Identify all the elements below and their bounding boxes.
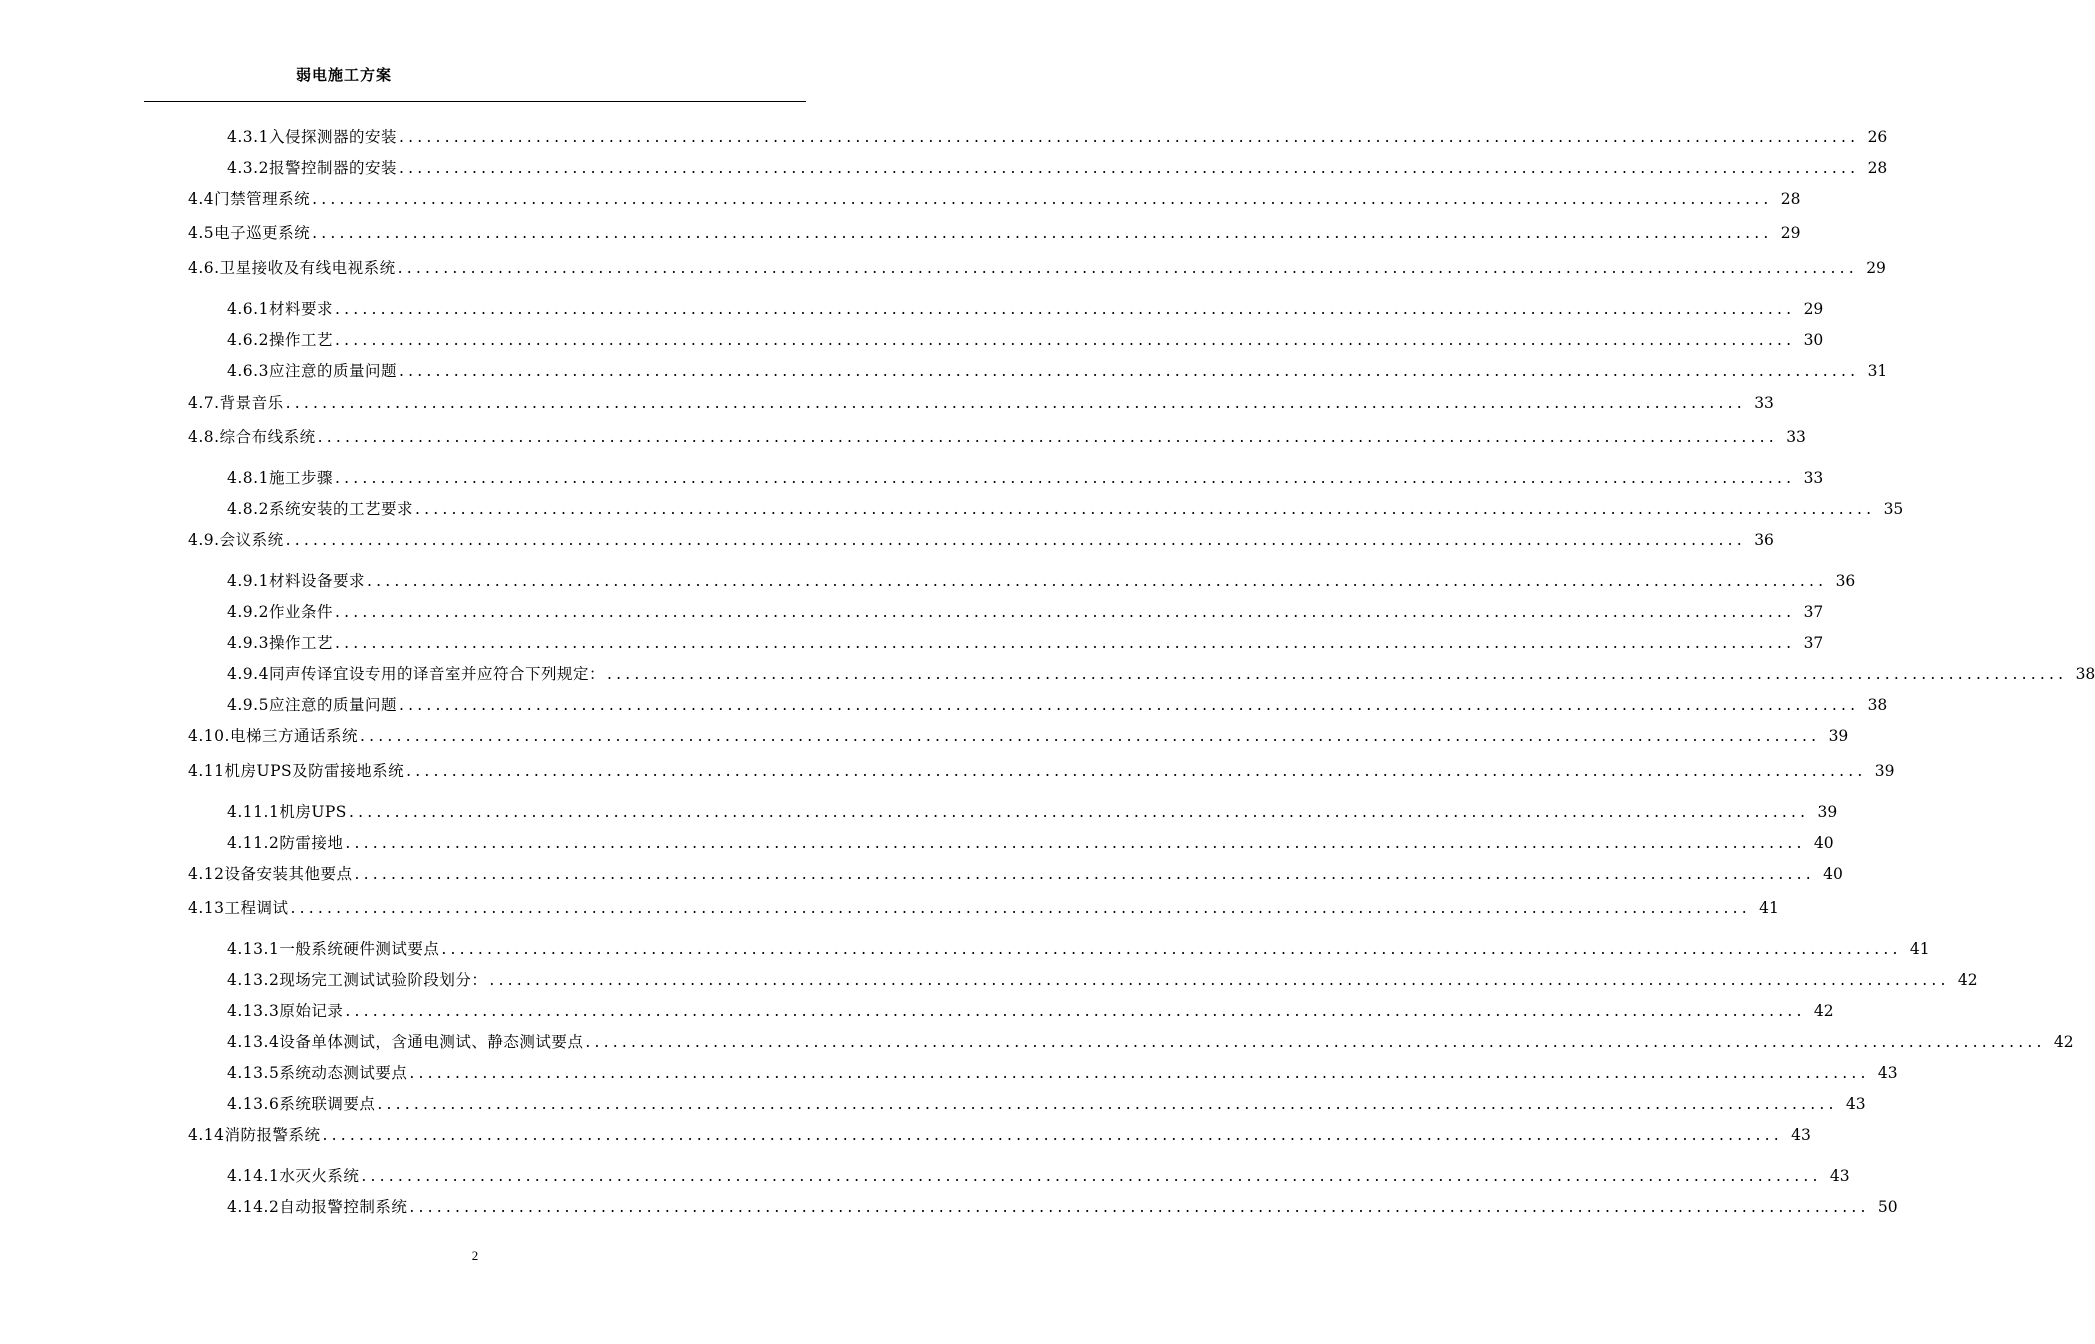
toc-entry-page: 29 bbox=[1866, 259, 1886, 277]
toc-entry[interactable] bbox=[188, 761, 1895, 781]
toc-entry-number: 4.13.4 bbox=[227, 1033, 280, 1051]
toc-entry-number: 4.9.3 bbox=[227, 634, 269, 652]
toc-entry-title: 机房UPS及防雷接地系统 bbox=[224, 762, 405, 780]
toc-entry-number: 4.9.5 bbox=[227, 696, 269, 714]
toc-entry-page: 37 bbox=[1803, 634, 1824, 652]
toc-entry-number: 4.11.1 bbox=[227, 803, 280, 821]
toc-entry-page: 43 bbox=[1845, 1095, 1866, 1113]
toc-entry[interactable] bbox=[227, 664, 2095, 684]
toc-entry[interactable] bbox=[188, 258, 1886, 278]
toc-dot-leader: ................................................................................................................................................................ bbox=[398, 696, 1860, 714]
toc-entry[interactable] bbox=[227, 158, 1888, 178]
toc-dot-leader: ................................................................................................................................................................ bbox=[312, 190, 1773, 208]
toc-entry-number: 4.9.4 bbox=[227, 665, 269, 683]
toc-dot-leader: ................................................................................................................................................................ bbox=[409, 1064, 1870, 1082]
toc-entry-page: 33 bbox=[1803, 469, 1824, 487]
toc-dot-leader: ................................................................................................................................................................ bbox=[606, 665, 2068, 683]
toc-entry-page: 39 bbox=[1828, 727, 1849, 745]
toc-entry[interactable] bbox=[227, 499, 1904, 519]
toc-dot-leader: ................................................................................................................................................................ bbox=[312, 224, 1773, 242]
toc-entry[interactable] bbox=[227, 330, 1824, 350]
toc-dot-leader: ................................................................................................................................................................ bbox=[285, 531, 1746, 549]
toc-dot-leader: ................................................................................................................................................................ bbox=[334, 634, 1796, 652]
toc-entry-page: 40 bbox=[1813, 834, 1834, 852]
toc-dot-leader: ................................................................................................................................................................ bbox=[414, 500, 1876, 518]
toc-dot-leader: ................................................................................................................................................................ bbox=[409, 1198, 1870, 1216]
toc-entry[interactable] bbox=[188, 223, 1801, 243]
toc-dot-leader: ................................................................................................................................................................ bbox=[345, 1002, 1806, 1020]
toc-entry-title: 一般系统硬件测试要点 bbox=[279, 940, 440, 958]
toc-entry-number: 4.13.1 bbox=[227, 940, 280, 958]
toc-entry-number: 4.14.2 bbox=[227, 1198, 280, 1216]
toc-entry-title: 现场完工测试试验阶段划分： bbox=[279, 971, 488, 989]
toc-entry-title: 原始记录 bbox=[279, 1002, 344, 1020]
toc-dot-leader: ................................................................................................................................................................ bbox=[354, 865, 1815, 883]
toc-entry[interactable] bbox=[227, 939, 1930, 959]
toc-dot-leader: ................................................................................................................................................................ bbox=[441, 940, 1902, 958]
toc-entry[interactable] bbox=[188, 530, 1774, 550]
toc-entry-title: 会议系统 bbox=[219, 531, 284, 549]
toc-entry-title: 水灭火系统 bbox=[279, 1167, 360, 1185]
toc-entry-number: 4.14 bbox=[188, 1126, 225, 1144]
toc-entry-page: 39 bbox=[1874, 762, 1895, 780]
toc-entry-title: 材料要求 bbox=[268, 300, 333, 318]
toc-dot-leader: ................................................................................................................................................................ bbox=[398, 362, 1860, 380]
toc-entry-page: 42 bbox=[2053, 1033, 2074, 1051]
toc-entry-page: 28 bbox=[1780, 190, 1801, 208]
toc-dot-leader: ................................................................................................................................................................ bbox=[322, 1126, 1783, 1144]
toc-dot-leader: ................................................................................................................................................................ bbox=[334, 469, 1796, 487]
toc-entry-number: 4.4 bbox=[188, 190, 215, 208]
toc-entry-number: 4.11 bbox=[188, 762, 225, 780]
toc-entry[interactable] bbox=[227, 1063, 1898, 1083]
toc-entry-page: 50 bbox=[1877, 1198, 1898, 1216]
toc-dot-leader: ................................................................................................................................................................ bbox=[285, 394, 1746, 412]
toc-entry-title: 操作工艺 bbox=[268, 634, 333, 652]
toc-entry-page: 29 bbox=[1780, 224, 1801, 242]
toc-entry[interactable] bbox=[188, 726, 1849, 746]
toc-entry[interactable] bbox=[188, 427, 1806, 447]
toc-entry-page: 35 bbox=[1883, 500, 1904, 518]
toc-entry-page: 37 bbox=[1803, 603, 1824, 621]
toc-dot-leader: ................................................................................................................................................................ bbox=[398, 159, 1860, 177]
toc-dot-leader: ................................................................................................................................................................ bbox=[398, 128, 1860, 146]
toc-dot-leader: ................................................................................................................................................................ bbox=[317, 428, 1778, 446]
toc-dot-leader: ................................................................................................................................................................ bbox=[334, 603, 1796, 621]
toc-entry-title: 操作工艺 bbox=[268, 331, 333, 349]
toc-dot-leader: ................................................................................................................................................................ bbox=[397, 259, 1858, 277]
toc-entry-number: 4.10. bbox=[188, 727, 230, 745]
toc-entry-number: 4.9. bbox=[188, 531, 220, 549]
toc-entry[interactable] bbox=[227, 970, 1978, 990]
toc-entry[interactable] bbox=[188, 898, 1779, 918]
toc-entry-number: 4.6.3 bbox=[227, 362, 269, 380]
toc-entry-title: 电子巡更系统 bbox=[214, 224, 311, 242]
toc-entry[interactable] bbox=[188, 189, 1801, 209]
toc-entry-page: 38 bbox=[2075, 665, 2095, 683]
page-number: 2 bbox=[471, 1248, 479, 1263]
toc-entry-number: 4.13.6 bbox=[227, 1095, 280, 1113]
toc-entry-number: 4.8.1 bbox=[227, 469, 269, 487]
toc-entry[interactable] bbox=[227, 1032, 2074, 1052]
toc-dot-leader: ................................................................................................................................................................ bbox=[377, 1095, 1838, 1113]
toc-entry-title: 应注意的质量问题 bbox=[268, 362, 397, 380]
toc-entry-number: 4.11.2 bbox=[227, 834, 280, 852]
toc-entry-number: 4.3.2 bbox=[227, 159, 269, 177]
toc-entry-page: 42 bbox=[1957, 971, 1978, 989]
toc-entry[interactable] bbox=[227, 127, 1888, 147]
page-header-title: 弱电施工方案 bbox=[296, 66, 393, 84]
toc-entry-number: 4.9.1 bbox=[227, 572, 269, 590]
toc-dot-leader: ................................................................................................................................................................ bbox=[345, 834, 1806, 852]
toc-entry-title: 系统动态测试要点 bbox=[279, 1064, 408, 1082]
toc-entry-title: 系统联调要点 bbox=[279, 1095, 376, 1113]
toc-dot-leader: ................................................................................................................................................................ bbox=[334, 331, 1796, 349]
toc-entry-title: 同声传译宜设专用的译音室并应符合下列规定： bbox=[268, 665, 605, 683]
toc-entry[interactable] bbox=[227, 633, 1824, 653]
toc-entry-title: 设备单体测试，含通电测试、静态测试要点 bbox=[279, 1033, 584, 1051]
toc-entry-number: 4.9.2 bbox=[227, 603, 269, 621]
toc-entry-title: 自动报警控制系统 bbox=[279, 1198, 408, 1216]
toc-entry-number: 4.7. bbox=[188, 394, 220, 412]
toc-entry-title: 卫星接收及有线电视系统 bbox=[219, 259, 396, 277]
toc-entry-number: 4.14.1 bbox=[227, 1167, 280, 1185]
toc-dot-leader: ................................................................................................................................................................ bbox=[366, 572, 1828, 590]
toc-entry-title: 设备安装其他要点 bbox=[224, 865, 353, 883]
toc-entry-page: 43 bbox=[1791, 1126, 1811, 1144]
toc-entry[interactable] bbox=[227, 602, 1824, 622]
toc-dot-leader: ................................................................................................................................................................ bbox=[348, 803, 1810, 821]
toc-entry-title: 背景音乐 bbox=[219, 394, 284, 412]
toc-dot-leader: ................................................................................................................................................................ bbox=[406, 762, 1867, 780]
toc-entry-number: 4.6. bbox=[188, 259, 220, 277]
toc-entry-page: 38 bbox=[1867, 696, 1888, 714]
toc-entry-page: 42 bbox=[1813, 1002, 1834, 1020]
toc-entry[interactable] bbox=[227, 468, 1824, 488]
toc-entry-title: 材料设备要求 bbox=[268, 572, 365, 590]
toc-entry-number: 4.13.2 bbox=[227, 971, 280, 989]
toc-entry-number: 4.6.2 bbox=[227, 331, 269, 349]
toc-entry[interactable] bbox=[227, 695, 1888, 715]
toc-entry[interactable] bbox=[227, 833, 1834, 853]
toc-entry-page: 43 bbox=[1877, 1064, 1898, 1082]
toc-entry-number: 4.13.5 bbox=[227, 1064, 280, 1082]
toc-entry-number: 4.5 bbox=[188, 224, 215, 242]
toc-entry-number: 4.8. bbox=[188, 428, 220, 446]
toc-entry-page: 31 bbox=[1867, 362, 1888, 380]
toc-entry-number: 4.6.1 bbox=[227, 300, 269, 318]
toc-entry[interactable] bbox=[227, 361, 1888, 381]
toc-entry[interactable] bbox=[227, 571, 1856, 591]
toc-entry[interactable] bbox=[227, 802, 1838, 822]
toc-entry-title: 电梯三方通话系统 bbox=[229, 727, 358, 745]
toc-entry[interactable] bbox=[227, 1094, 1866, 1114]
toc-entry-page: 43 bbox=[1829, 1167, 1850, 1185]
toc-entry-number: 4.8.2 bbox=[227, 500, 269, 518]
toc-entry[interactable] bbox=[227, 299, 1824, 319]
toc-entry-number: 4.3.1 bbox=[227, 128, 269, 146]
toc-entry-title: 门禁管理系统 bbox=[214, 190, 311, 208]
toc-dot-leader: ................................................................................................................................................................ bbox=[359, 727, 1821, 745]
toc-entry-title: 作业条件 bbox=[268, 603, 333, 621]
toc-entry[interactable] bbox=[227, 1197, 1898, 1217]
toc-entry-page: 39 bbox=[1817, 803, 1838, 821]
toc-entry-number: 4.13.3 bbox=[227, 1002, 280, 1020]
toc-entry-title: 入侵探测器的安装 bbox=[268, 128, 397, 146]
toc-dot-leader: ................................................................................................................................................................ bbox=[489, 971, 1950, 989]
toc-entry-page: 33 bbox=[1754, 394, 1774, 412]
toc-entry[interactable] bbox=[188, 393, 1774, 413]
toc-entry-title: 应注意的质量问题 bbox=[268, 696, 397, 714]
toc-entry-title: 防雷接地 bbox=[279, 834, 344, 852]
toc-entry-page: 30 bbox=[1803, 331, 1824, 349]
toc-entry-page: 26 bbox=[1867, 128, 1888, 146]
toc-entry[interactable] bbox=[188, 1125, 1811, 1145]
toc-entry-page: 41 bbox=[1909, 940, 1930, 958]
toc-entry-title: 施工步骤 bbox=[268, 469, 333, 487]
toc-entry-page: 29 bbox=[1803, 300, 1824, 318]
toc-entry-page: 36 bbox=[1835, 572, 1856, 590]
toc-entry-title: 系统安装的工艺要求 bbox=[268, 500, 413, 518]
toc-entry-page: 33 bbox=[1786, 428, 1806, 446]
toc-entry-title: 报警控制器的安装 bbox=[268, 159, 397, 177]
toc-entry[interactable] bbox=[227, 1001, 1834, 1021]
toc-entry[interactable] bbox=[227, 1166, 1850, 1186]
toc-entry-page: 41 bbox=[1759, 899, 1779, 917]
toc-entry-number: 4.12 bbox=[188, 865, 225, 883]
toc-entry-page: 40 bbox=[1823, 865, 1843, 883]
toc-entry-title: 机房UPS bbox=[279, 803, 347, 821]
toc-entry-page: 28 bbox=[1867, 159, 1888, 177]
toc-dot-leader: ................................................................................................................................................................ bbox=[334, 300, 1796, 318]
toc-entry-page: 36 bbox=[1754, 531, 1774, 549]
toc-dot-leader: ................................................................................................................................................................ bbox=[585, 1033, 2046, 1051]
toc-entry[interactable] bbox=[188, 864, 1843, 884]
toc-dot-leader: ................................................................................................................................................................ bbox=[290, 899, 1751, 917]
toc-entry-title: 消防报警系统 bbox=[224, 1126, 321, 1144]
toc-dot-leader: ................................................................................................................................................................ bbox=[361, 1167, 1822, 1185]
toc-entry-title: 工程调试 bbox=[224, 899, 289, 917]
toc-entry-title: 综合布线系统 bbox=[219, 428, 316, 446]
toc-entry-number: 4.13 bbox=[188, 899, 225, 917]
